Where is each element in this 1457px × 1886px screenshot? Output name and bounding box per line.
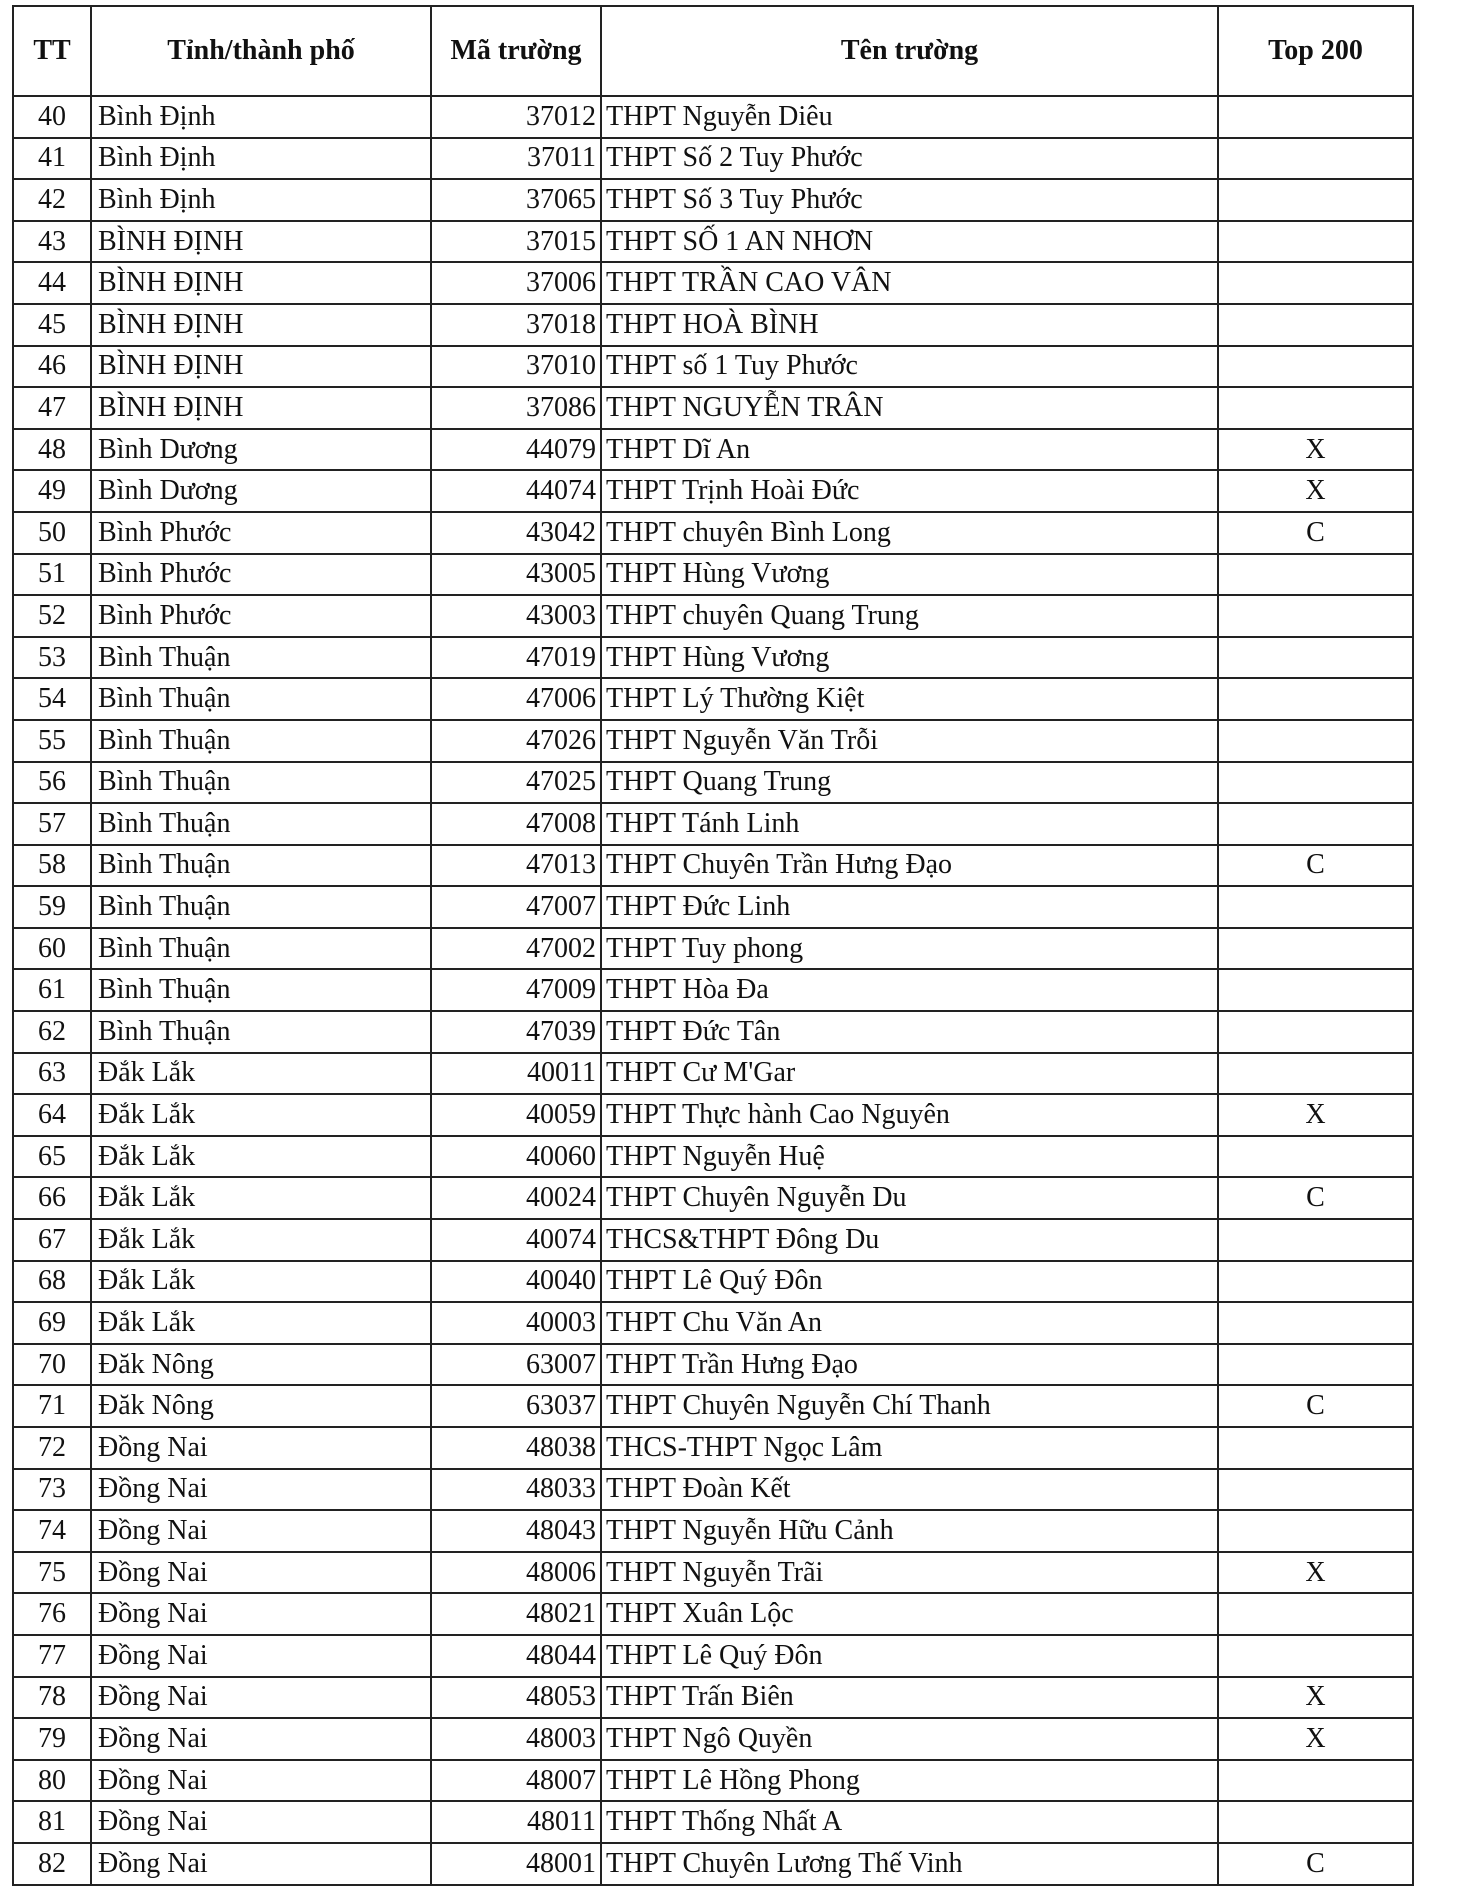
table-row <box>13 1177 1413 1219</box>
school-name-cell: THPT Nguyễn Huệ <box>601 1136 1218 1178</box>
table-row <box>13 886 1413 928</box>
table-row <box>13 470 1413 512</box>
top200-cell <box>1218 554 1413 596</box>
school-code-cell: 47019 <box>431 637 601 679</box>
row-number: 44 <box>13 262 91 304</box>
province-cell: BÌNH ĐỊNH <box>91 221 431 263</box>
top200-cell <box>1218 928 1413 970</box>
school-name-cell: THPT Trần Hưng Đạo <box>601 1344 1218 1386</box>
school-name-cell: THPT Nguyễn Diêu <box>601 96 1218 138</box>
header-school: Tên trường <box>601 6 1218 96</box>
province-cell: Bình Thuận <box>91 886 431 928</box>
province-cell: Bình Thuận <box>91 1011 431 1053</box>
top200-cell <box>1218 346 1413 388</box>
school-code-cell: 47039 <box>431 1011 601 1053</box>
top200-cell <box>1218 762 1413 804</box>
table-body <box>13 96 1413 1885</box>
province-cell: BÌNH ĐỊNH <box>91 346 431 388</box>
school-name-cell: THPT Lý Thường Kiệt <box>601 678 1218 720</box>
school-code-cell: 37011 <box>431 138 601 180</box>
school-name-cell: THPT Đức Linh <box>601 886 1218 928</box>
top200-cell <box>1218 179 1413 221</box>
table-row <box>13 1677 1413 1719</box>
top200-cell <box>1218 1510 1413 1552</box>
row-number: 61 <box>13 969 91 1011</box>
table-row <box>13 1094 1413 1136</box>
table-row <box>13 1053 1413 1095</box>
school-code-cell: 47009 <box>431 969 601 1011</box>
row-number: 59 <box>13 886 91 928</box>
province-cell: Đồng Nai <box>91 1552 431 1594</box>
province-cell: Đắk Lắk <box>91 1053 431 1095</box>
school-code-cell: 37012 <box>431 96 601 138</box>
table-row <box>13 138 1413 180</box>
school-name-cell: THPT Dĩ An <box>601 429 1218 471</box>
top200-cell <box>1218 886 1413 928</box>
top200-cell: C <box>1218 512 1413 554</box>
school-code-cell: 63037 <box>431 1385 601 1427</box>
school-code-cell: 47006 <box>431 678 601 720</box>
province-cell: Bình Dương <box>91 470 431 512</box>
province-cell: Bình Thuận <box>91 845 431 887</box>
school-code-cell: 43042 <box>431 512 601 554</box>
top200-cell: X <box>1218 1552 1413 1594</box>
table-row <box>13 720 1413 762</box>
school-code-cell: 37065 <box>431 179 601 221</box>
province-cell: Bình Thuận <box>91 803 431 845</box>
top200-cell <box>1218 1011 1413 1053</box>
table-row <box>13 96 1413 138</box>
school-code-cell: 44079 <box>431 429 601 471</box>
row-number: 67 <box>13 1219 91 1261</box>
row-number: 52 <box>13 595 91 637</box>
top200-cell: X <box>1218 1718 1413 1760</box>
table-row <box>13 762 1413 804</box>
school-code-cell: 47013 <box>431 845 601 887</box>
school-code-cell: 48001 <box>431 1843 601 1885</box>
row-number: 53 <box>13 637 91 679</box>
school-code-cell: 37015 <box>431 221 601 263</box>
top200-cell <box>1218 387 1413 429</box>
top200-cell <box>1218 96 1413 138</box>
school-name-cell: THPT Chuyên Nguyễn Du <box>601 1177 1218 1219</box>
row-number: 69 <box>13 1302 91 1344</box>
row-number: 54 <box>13 678 91 720</box>
top200-cell <box>1218 969 1413 1011</box>
top200-cell: X <box>1218 1677 1413 1719</box>
table-row <box>13 1843 1413 1885</box>
province-cell: Bình Dương <box>91 429 431 471</box>
top200-cell: C <box>1218 1177 1413 1219</box>
row-number: 58 <box>13 845 91 887</box>
header-province: Tỉnh/thành phố <box>91 6 431 96</box>
table-row <box>13 429 1413 471</box>
school-name-cell: THPT Hùng Vương <box>601 637 1218 679</box>
top200-cell: X <box>1218 429 1413 471</box>
province-cell: Bình Thuận <box>91 637 431 679</box>
school-code-cell: 47002 <box>431 928 601 970</box>
school-code-cell: 37010 <box>431 346 601 388</box>
school-code-cell: 40074 <box>431 1219 601 1261</box>
province-cell: Đắk Lắk <box>91 1094 431 1136</box>
province-cell: BÌNH ĐỊNH <box>91 304 431 346</box>
row-number: 46 <box>13 346 91 388</box>
top200-cell <box>1218 138 1413 180</box>
school-name-cell: THPT Số 3 Tuy Phước <box>601 179 1218 221</box>
row-number: 79 <box>13 1718 91 1760</box>
school-code-cell: 48011 <box>431 1801 601 1843</box>
province-cell: Bình Thuận <box>91 720 431 762</box>
school-name-cell: THPT Cư M'Gar <box>601 1053 1218 1095</box>
school-code-cell: 47008 <box>431 803 601 845</box>
row-number: 68 <box>13 1261 91 1303</box>
school-code-cell: 37018 <box>431 304 601 346</box>
table-row <box>13 221 1413 263</box>
school-code-cell: 48044 <box>431 1635 601 1677</box>
school-code-cell: 48007 <box>431 1760 601 1802</box>
school-name-cell: THCS&THPT Đông Du <box>601 1219 1218 1261</box>
table-row <box>13 1427 1413 1469</box>
header-tt: TT <box>13 6 91 96</box>
school-name-cell: THPT Thực hành Cao Nguyên <box>601 1094 1218 1136</box>
table-row <box>13 1718 1413 1760</box>
school-name-cell: THPT Nguyễn Hữu Cảnh <box>601 1510 1218 1552</box>
table-row <box>13 1302 1413 1344</box>
school-code-cell: 48043 <box>431 1510 601 1552</box>
school-code-cell: 43005 <box>431 554 601 596</box>
top200-cell <box>1218 1760 1413 1802</box>
school-name-cell: THPT chuyên Bình Long <box>601 512 1218 554</box>
row-number: 62 <box>13 1011 91 1053</box>
school-code-cell: 40011 <box>431 1053 601 1095</box>
row-number: 66 <box>13 1177 91 1219</box>
school-name-cell: THPT SỐ 1 AN NHƠN <box>601 221 1218 263</box>
row-number: 80 <box>13 1760 91 1802</box>
province-cell: BÌNH ĐỊNH <box>91 262 431 304</box>
row-number: 49 <box>13 470 91 512</box>
top200-cell <box>1218 1801 1413 1843</box>
row-number: 81 <box>13 1801 91 1843</box>
top200-cell <box>1218 1469 1413 1511</box>
table-row <box>13 1801 1413 1843</box>
province-cell: Bình Thuận <box>91 969 431 1011</box>
row-number: 50 <box>13 512 91 554</box>
header-code: Mã trường <box>431 6 601 96</box>
province-cell: Đắk Lắk <box>91 1136 431 1178</box>
school-code-cell: 48038 <box>431 1427 601 1469</box>
province-cell: Đồng Nai <box>91 1510 431 1552</box>
top200-cell <box>1218 1635 1413 1677</box>
top200-cell <box>1218 803 1413 845</box>
province-cell: Đồng Nai <box>91 1635 431 1677</box>
row-number: 42 <box>13 179 91 221</box>
row-number: 64 <box>13 1094 91 1136</box>
province-cell: Đồng Nai <box>91 1801 431 1843</box>
table-row <box>13 512 1413 554</box>
header-top: Top 200 <box>1218 6 1413 96</box>
row-number: 47 <box>13 387 91 429</box>
province-cell: Bình Định <box>91 179 431 221</box>
school-name-cell: THPT Trịnh Hoài Đức <box>601 470 1218 512</box>
province-cell: Bình Định <box>91 138 431 180</box>
school-code-cell: 40059 <box>431 1094 601 1136</box>
school-name-cell: THPT Đoàn Kết <box>601 1469 1218 1511</box>
province-cell: Đồng Nai <box>91 1427 431 1469</box>
table-row <box>13 387 1413 429</box>
school-code-cell: 43003 <box>431 595 601 637</box>
top200-cell: C <box>1218 1843 1413 1885</box>
school-name-cell: THPT Nguyễn Trãi <box>601 1552 1218 1594</box>
school-name-cell: THPT Tuy phong <box>601 928 1218 970</box>
table-row <box>13 845 1413 887</box>
row-number: 43 <box>13 221 91 263</box>
school-code-cell: 48006 <box>431 1552 601 1594</box>
school-code-cell: 47026 <box>431 720 601 762</box>
province-cell: Đồng Nai <box>91 1718 431 1760</box>
school-name-cell: THPT Quang Trung <box>601 762 1218 804</box>
school-name-cell: THPT Chu Văn An <box>601 1302 1218 1344</box>
province-cell: Đồng Nai <box>91 1843 431 1885</box>
row-number: 82 <box>13 1843 91 1885</box>
row-number: 71 <box>13 1385 91 1427</box>
row-number: 72 <box>13 1427 91 1469</box>
school-code-cell: 63007 <box>431 1344 601 1386</box>
top200-cell: C <box>1218 1385 1413 1427</box>
school-name-cell: THPT TRẦN CAO VÂN <box>601 262 1218 304</box>
school-name-cell: THPT Đức Tân <box>601 1011 1218 1053</box>
province-cell: Đồng Nai <box>91 1469 431 1511</box>
province-cell: Bình Thuận <box>91 928 431 970</box>
table-row <box>13 1261 1413 1303</box>
top200-cell <box>1218 1261 1413 1303</box>
row-number: 57 <box>13 803 91 845</box>
school-code-cell: 40003 <box>431 1302 601 1344</box>
province-cell: Đồng Nai <box>91 1677 431 1719</box>
school-name-cell: THPT NGUYỄN TRÂN <box>601 387 1218 429</box>
school-code-cell: 48021 <box>431 1593 601 1635</box>
table-row <box>13 595 1413 637</box>
school-name-cell: THCS-THPT Ngọc Lâm <box>601 1427 1218 1469</box>
row-number: 77 <box>13 1635 91 1677</box>
school-code-cell: 48053 <box>431 1677 601 1719</box>
school-name-cell: THPT Lê Hồng Phong <box>601 1760 1218 1802</box>
school-name-cell: THPT Tánh Linh <box>601 803 1218 845</box>
school-name-cell: THPT Hùng Vương <box>601 554 1218 596</box>
province-cell: Đắk Lắk <box>91 1219 431 1261</box>
table-row <box>13 1510 1413 1552</box>
top200-cell <box>1218 1427 1413 1469</box>
table-row <box>13 1011 1413 1053</box>
province-cell: Đăk Nông <box>91 1344 431 1386</box>
school-name-cell: THPT Ngô Quyền <box>601 1718 1218 1760</box>
top200-cell: C <box>1218 845 1413 887</box>
table-row <box>13 928 1413 970</box>
row-number: 78 <box>13 1677 91 1719</box>
school-code-cell: 48033 <box>431 1469 601 1511</box>
table-row <box>13 1469 1413 1511</box>
row-number: 56 <box>13 762 91 804</box>
table-row <box>13 1635 1413 1677</box>
table-row <box>13 304 1413 346</box>
table-row <box>13 346 1413 388</box>
header-row <box>13 6 1413 96</box>
table-row <box>13 1344 1413 1386</box>
school-name-cell: THPT Chuyên Trần Hưng Đạo <box>601 845 1218 887</box>
top200-cell <box>1218 1136 1413 1178</box>
top200-cell <box>1218 262 1413 304</box>
table-row <box>13 1385 1413 1427</box>
school-code-cell: 37086 <box>431 387 601 429</box>
province-cell: Bình Thuận <box>91 678 431 720</box>
row-number: 45 <box>13 304 91 346</box>
top200-cell <box>1218 1344 1413 1386</box>
province-cell: Đồng Nai <box>91 1760 431 1802</box>
school-name-cell: THPT Hòa Đa <box>601 969 1218 1011</box>
school-name-cell: THPT Trấn Biên <box>601 1677 1218 1719</box>
province-cell: Đăk Nông <box>91 1385 431 1427</box>
table-row <box>13 803 1413 845</box>
province-cell: Đắk Lắk <box>91 1261 431 1303</box>
school-name-cell: THPT chuyên Quang Trung <box>601 595 1218 637</box>
school-name-cell: THPT Chuyên Lương Thế Vinh <box>601 1843 1218 1885</box>
school-name-cell: THPT HOÀ BÌNH <box>601 304 1218 346</box>
school-name-cell: THPT Xuân Lộc <box>601 1593 1218 1635</box>
row-number: 76 <box>13 1593 91 1635</box>
table-row <box>13 1136 1413 1178</box>
row-number: 40 <box>13 96 91 138</box>
province-cell: Bình Phước <box>91 595 431 637</box>
row-number: 60 <box>13 928 91 970</box>
province-cell: Đồng Nai <box>91 1593 431 1635</box>
top200-cell <box>1218 1219 1413 1261</box>
table-row <box>13 262 1413 304</box>
school-code-cell: 47025 <box>431 762 601 804</box>
row-number: 74 <box>13 1510 91 1552</box>
top200-cell: X <box>1218 1094 1413 1136</box>
top200-cell <box>1218 678 1413 720</box>
school-name-cell: THPT Nguyễn Văn Trỗi <box>601 720 1218 762</box>
row-number: 65 <box>13 1136 91 1178</box>
school-name-cell: THPT Lê Quý Đôn <box>601 1635 1218 1677</box>
province-cell: Đắk Lắk <box>91 1177 431 1219</box>
school-list-sheet <box>12 5 1414 1886</box>
table-row <box>13 1760 1413 1802</box>
table-row <box>13 1552 1413 1594</box>
school-code-cell: 40040 <box>431 1261 601 1303</box>
school-name-cell: THPT Số 2 Tuy Phước <box>601 138 1218 180</box>
row-number: 75 <box>13 1552 91 1594</box>
row-number: 48 <box>13 429 91 471</box>
province-cell: BÌNH ĐỊNH <box>91 387 431 429</box>
table-row <box>13 179 1413 221</box>
school-name-cell: THPT Thống Nhất A <box>601 1801 1218 1843</box>
top200-cell <box>1218 720 1413 762</box>
table-row <box>13 969 1413 1011</box>
school-name-cell: THPT Chuyên Nguyễn Chí Thanh <box>601 1385 1218 1427</box>
top200-cell <box>1218 595 1413 637</box>
top200-cell <box>1218 1593 1413 1635</box>
province-cell: Bình Phước <box>91 554 431 596</box>
school-code-cell: 40060 <box>431 1136 601 1178</box>
province-cell: Bình Thuận <box>91 762 431 804</box>
top200-cell: X <box>1218 470 1413 512</box>
top200-cell <box>1218 221 1413 263</box>
table-row <box>13 1219 1413 1261</box>
row-number: 63 <box>13 1053 91 1095</box>
table-row <box>13 637 1413 679</box>
school-code-cell: 40024 <box>431 1177 601 1219</box>
province-cell: Bình Phước <box>91 512 431 554</box>
school-code-cell: 48003 <box>431 1718 601 1760</box>
school-name-cell: THPT Lê Quý Đôn <box>601 1261 1218 1303</box>
table-row <box>13 554 1413 596</box>
top200-cell <box>1218 1053 1413 1095</box>
row-number: 51 <box>13 554 91 596</box>
school-name-cell: THPT số 1 Tuy Phước <box>601 346 1218 388</box>
province-cell: Đắk Lắk <box>91 1302 431 1344</box>
row-number: 41 <box>13 138 91 180</box>
province-cell: Bình Định <box>91 96 431 138</box>
row-number: 55 <box>13 720 91 762</box>
top200-cell <box>1218 637 1413 679</box>
table-row <box>13 1593 1413 1635</box>
row-number: 73 <box>13 1469 91 1511</box>
school-code-cell: 47007 <box>431 886 601 928</box>
table-row <box>13 678 1413 720</box>
row-number: 70 <box>13 1344 91 1386</box>
top200-cell <box>1218 1302 1413 1344</box>
school-code-cell: 37006 <box>431 262 601 304</box>
school-code-cell: 44074 <box>431 470 601 512</box>
top200-cell <box>1218 304 1413 346</box>
school-table <box>12 5 1414 1886</box>
